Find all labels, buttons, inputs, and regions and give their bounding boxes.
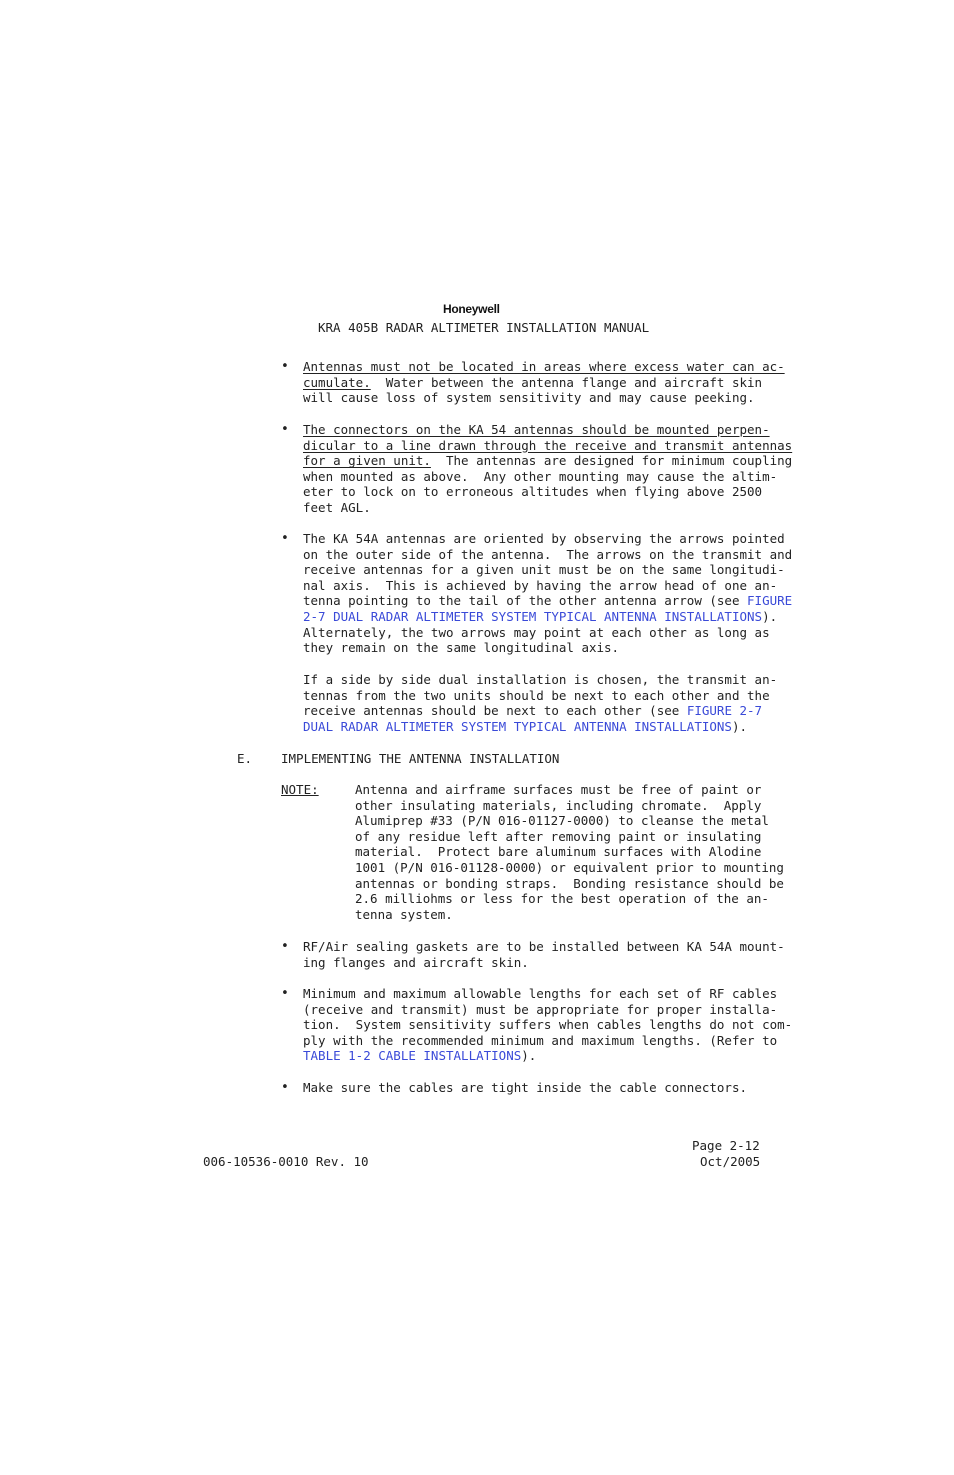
document-number: 006-10536-0010 Rev. 10 [203,1154,369,1169]
bullet-orientation-text: The KA 54A antennas are oriented by observing the arrows pointed on the outer side of the antenna. The arrows on the transmit and receive antennas for a given unit must be on the same longitudi- nal axis. This is achieved by having the arrow head of one an- tenna pointing to the tail of the other antenna arrow (see FIGURE 2-7 DUAL RADAR ALTIMETER SYSTEM TYPICAL ANTENNA INSTALLATIONS). Alternately, the two arrows may point at each other as long as they remain on the same longitudinal axis. [303,531,793,656]
bullet-gaskets-text: RF/Air sealing gaskets are to be installed between KA 54A mount- ing flanges and aircraft skin. [303,939,785,970]
bullet-connectors-text: The connectors on the KA 54 antennas should be mounted perpen- dicular to a line drawn through the receive and transmit antennas for a given unit. The antennas are designed for minimum coupling when mounted as above. Any other mounting may cause the altim- eter to lock on to erroneous altitudes when flying above 2500 feet AGL. [303,422,793,515]
figure-2-7-link[interactable]: FIGURE [747,593,793,609]
section-title: IMPLEMENTING THE ANTENNA INSTALLATION [281,751,560,766]
bullet-dot: • [281,1080,289,1095]
document-title: KRA 405B RADAR ALTIMETER INSTALLATION MANUAL [318,320,650,335]
bullet-dot: • [281,531,289,546]
table-1-2-link[interactable]: TABLE 1-2 CABLE INSTALLATIONS [303,1048,522,1064]
bullet-cable-tight-text: Make sure the cables are tight inside the cable connectors. [303,1080,748,1095]
bullet-dot: • [281,986,289,1001]
bullet-dot: • [281,359,289,374]
figure-2-7-link[interactable]: DUAL RADAR ALTIMETER SYSTEM TYPICAL ANTENNA INSTALLATIONS [303,718,732,734]
section-letter: E. [237,751,253,766]
bullet-dot: • [281,939,289,954]
revision-date: Oct/2005 [700,1154,761,1169]
figure-2-7-link[interactable]: FIGURE 2-7 [686,703,763,719]
honeywell-logo: Honeywell [443,302,500,316]
bullet-cable-lengths-text: Minimum and maximum allowable lengths for each set of RF cables (receive and transmit) must be appropriate for proper installa- tion. System sensitivity suffers when cables lengths do not com- ply with the recommended minimum and maximum lengths. (Refer to TABLE 1-2 CABLE INSTALLATIONS). [303,986,793,1064]
page-number: Page 2-12 [692,1138,760,1153]
bullet-dot: • [281,422,289,437]
note-label: NOTE: [281,782,319,797]
side-by-side-paragraph: If a side by side dual installation is chosen, the transmit an- tennas from the two units should be next to each other and the receive antennas should be next to each other (see FIGURE 2-7 DUAL RADAR ALTIMETER SYSTEM TYPICAL ANTENNA INSTALLATIONS). [303,672,778,734]
note-body: Antenna and airframe surfaces must be free of paint or other insulating materials, including chromate. Apply Alumiprep #33 (P/N 016-01127-0000) to cleanse the metal of any residue left after removing paint or insulating material. Protect bare aluminum surfaces with Alodine 1001 (P/N 016-01128-0000) or equivalent prior to mounting antennas or bonding straps. Bonding resistance should be 2.6 milliohms or less for the best operation of the an- tenna system. [355,782,784,922]
bullet-water-text: Antennas must not be located in areas where excess water can ac- cumulate. Water between the antenna flange and aircraft skin will cause loss of system sensitivity and may cause peeking. [303,359,785,406]
figure-2-7-link[interactable]: 2-7 DUAL RADAR ALTIMETER SYSTEM TYPICAL ANTENNA INSTALLATIONS [303,608,763,624]
